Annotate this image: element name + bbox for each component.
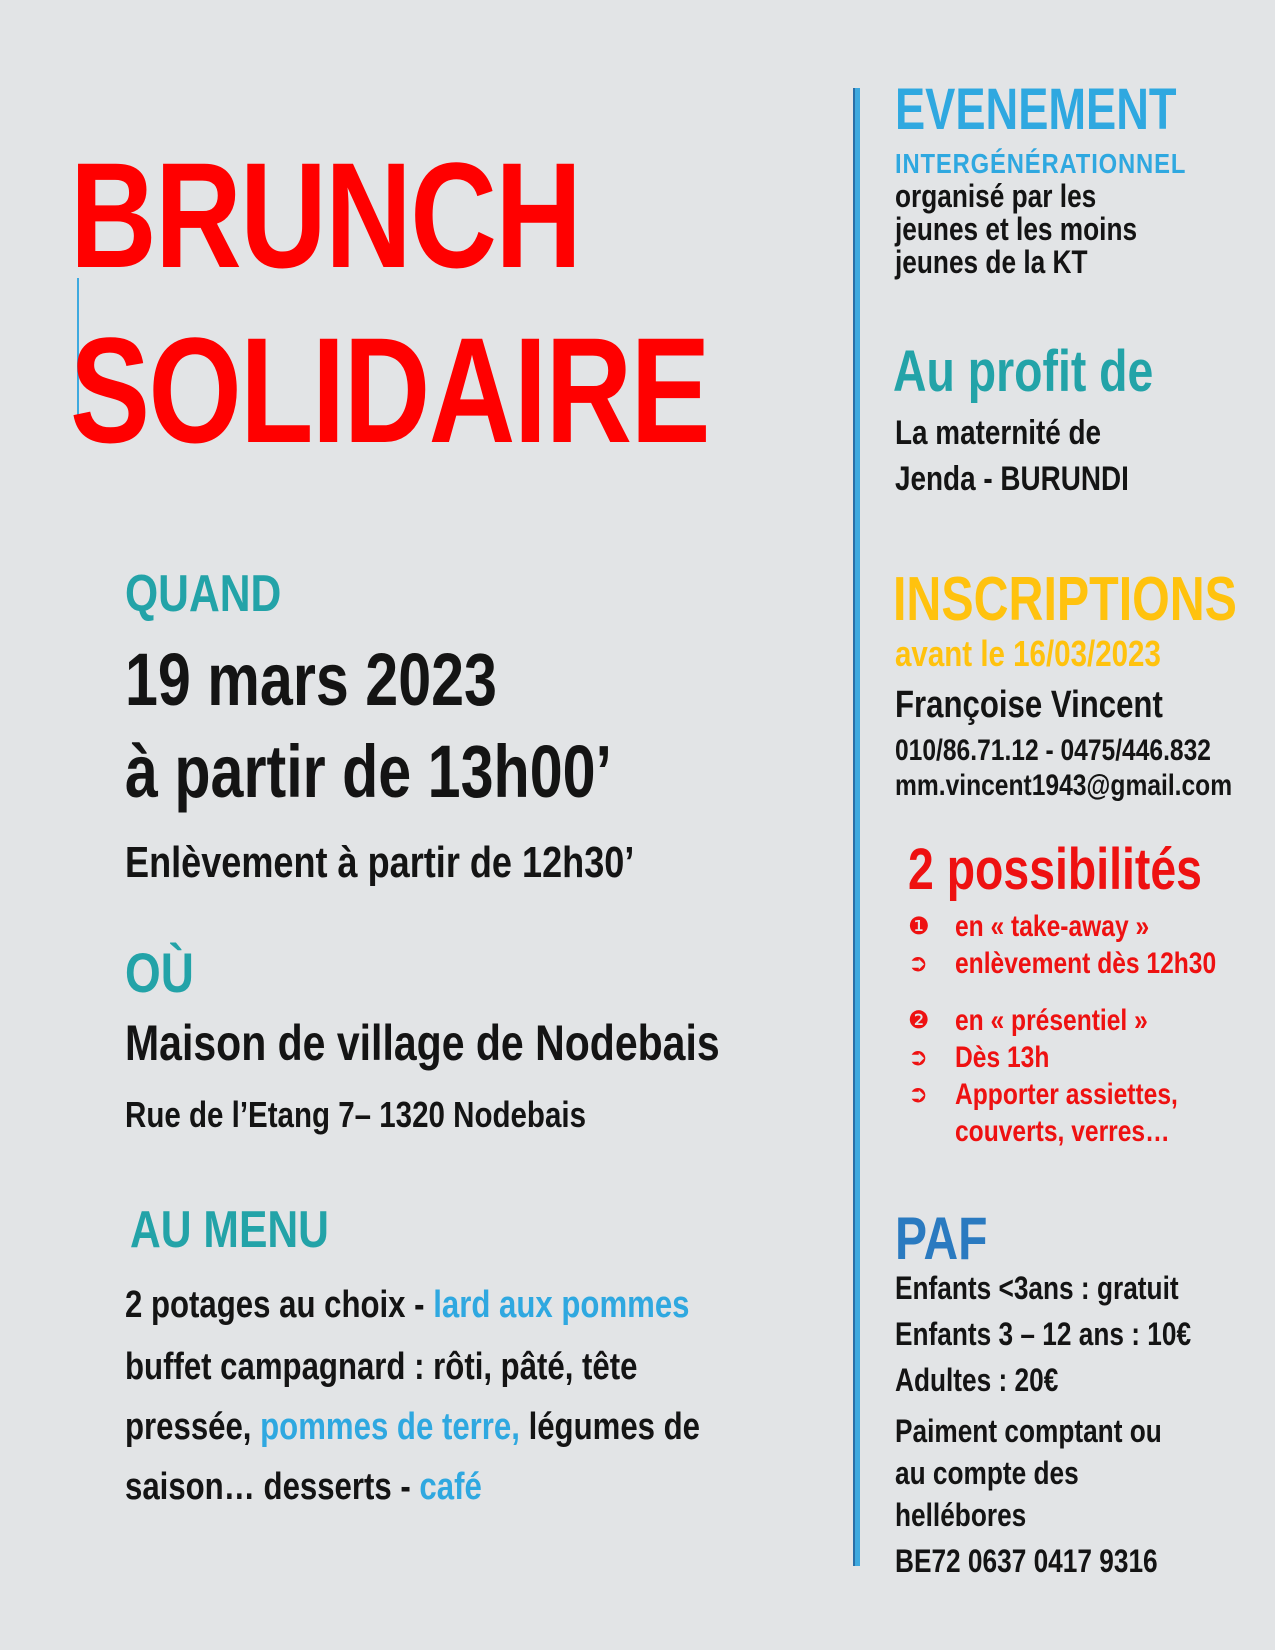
- price-item: Adultes : 20€: [895, 1362, 1059, 1398]
- paf-heading: PAF: [895, 1205, 988, 1272]
- number-two-icon: ❷: [908, 1007, 930, 1034]
- option-1-list: [908, 908, 1238, 982]
- event-organizer: organisé par les jeunes et les moins jeunes de la KT: [895, 178, 1138, 280]
- contact-phones: 010/86.71.12 - 0475/446.832: [895, 734, 1211, 767]
- benefit-recipient: La maternité de Jenda - BURUNDI: [895, 414, 1129, 498]
- title-line-2: SOLIDAIRE: [70, 306, 709, 474]
- where-heading: OÙ: [125, 941, 194, 1004]
- benefit-heading: Au profit de: [893, 339, 1154, 404]
- registration-heading: INSCRIPTIONS: [893, 565, 1237, 634]
- contact-email: mm.vincent1943@gmail.com: [895, 769, 1233, 802]
- list-item: ❶ en « take-away »: [908, 910, 1150, 943]
- price-item: Enfants <3ans : gratuit: [895, 1270, 1179, 1306]
- list-item: ❷ en « présentiel »: [908, 1004, 1148, 1037]
- arrow-icon: ➲: [908, 1081, 929, 1108]
- number-one-icon: ❶: [908, 913, 930, 940]
- vertical-divider-shadow: [853, 88, 855, 1566]
- registration-deadline: avant le 16/03/2023: [895, 633, 1161, 674]
- title-line-1: BRUNCH: [70, 131, 581, 299]
- price-item: Enfants 3 – 12 ans : 10€: [895, 1316, 1192, 1352]
- option-2-list: [908, 1002, 1238, 1150]
- event-date: 19 mars 2023: [125, 638, 497, 721]
- payment-info: Paiment comptant ou au compte des hellébores BE72 0637 0417 9316: [895, 1413, 1162, 1579]
- contact-name: Françoise Vincent: [895, 684, 1163, 726]
- venue-name: Maison de village de Nodebais: [125, 1015, 720, 1071]
- menu-line-1: 2 potages au choix - lard aux pommes: [125, 1284, 690, 1326]
- list-item: couverts, verres…: [955, 1115, 1170, 1148]
- arrow-icon: ➲: [908, 1044, 929, 1071]
- list-item: ➲ Apporter assiettes,: [908, 1078, 1178, 1111]
- pickup-time: Enlèvement à partir de 12h30’: [125, 838, 635, 887]
- options-heading: 2 possibilités: [908, 837, 1202, 902]
- event-heading: EVENEMENT: [895, 77, 1177, 142]
- list-item: ➲ enlèvement dès 12h30: [908, 947, 1217, 980]
- event-subheading: INTERGÉNÉRATIONNEL: [895, 148, 1187, 179]
- menu-heading: AU MENU: [130, 1201, 329, 1259]
- price-list: [895, 1265, 1256, 1403]
- arrow-icon: ➲: [908, 950, 929, 977]
- list-item: ➲ Dès 13h: [908, 1041, 1050, 1074]
- menu-line-4: saison… desserts - café: [125, 1466, 482, 1508]
- event-time: à partir de 13h00’: [125, 730, 612, 813]
- menu-line-2: buffet campagnard : rôti, pâté, tête: [125, 1346, 638, 1388]
- when-heading: QUAND: [125, 565, 282, 623]
- menu-line-3: pressée, pommes de terre, légumes de: [125, 1406, 701, 1448]
- venue-address: Rue de l’Etang 7– 1320 Nodebais: [125, 1094, 587, 1135]
